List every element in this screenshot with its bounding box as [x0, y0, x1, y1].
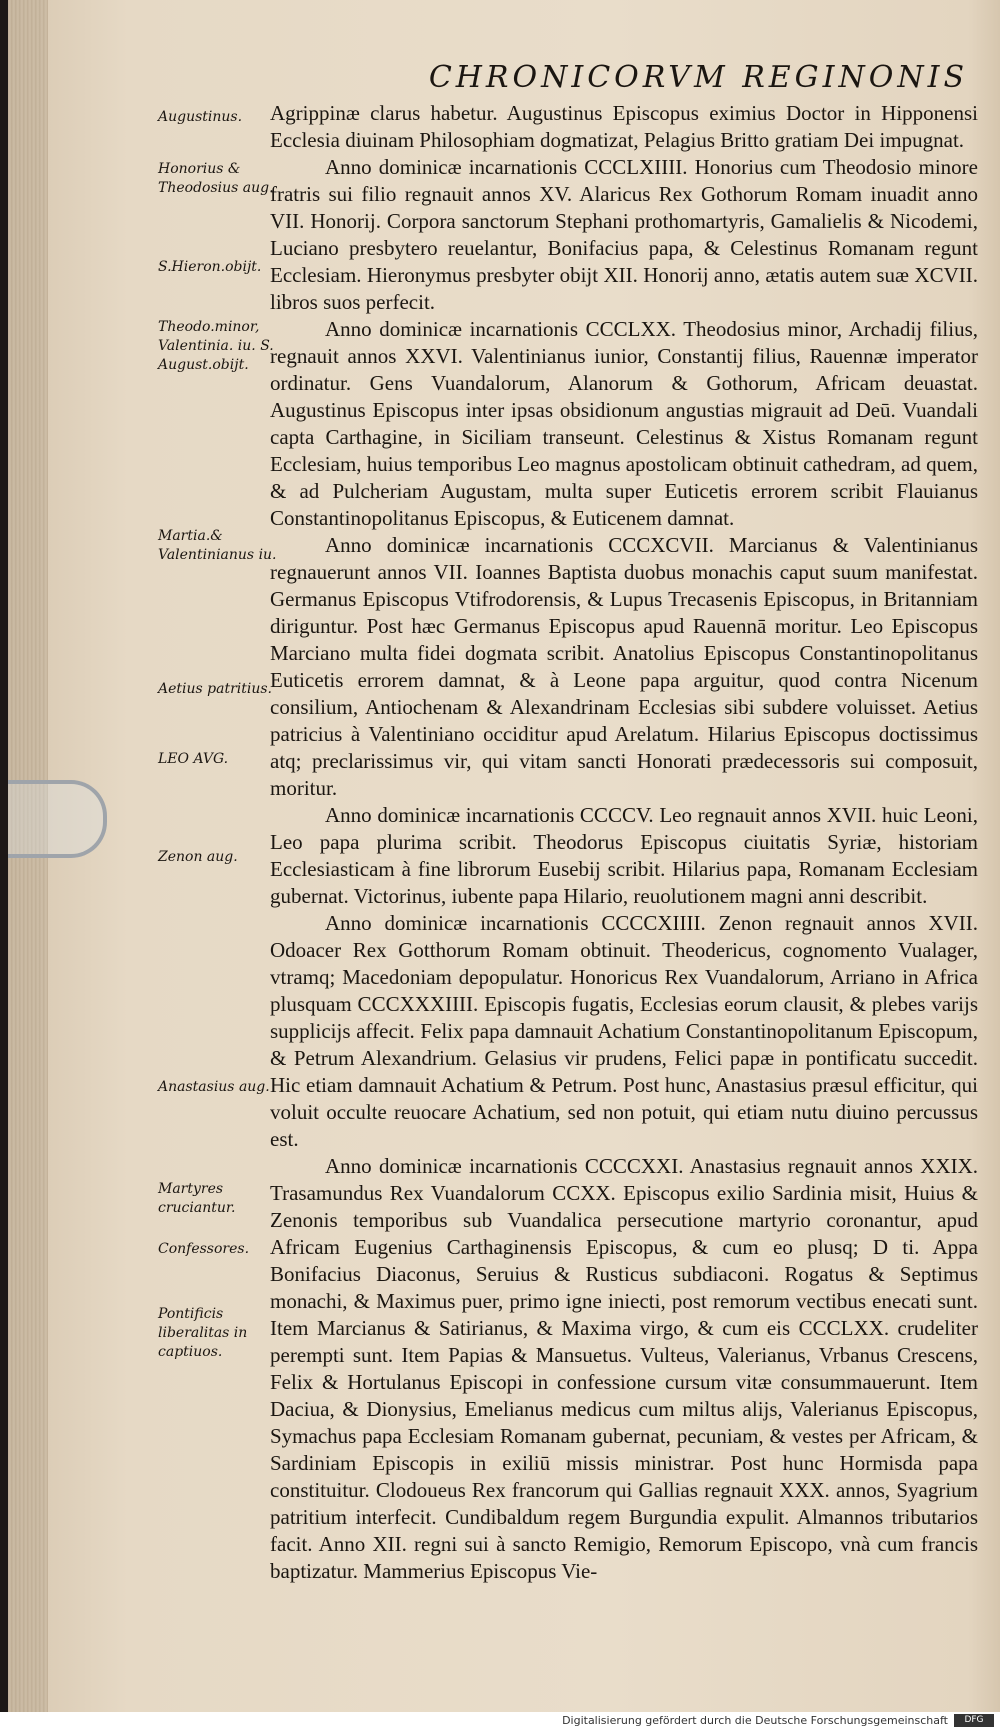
chronicle-text: [270, 100, 978, 1690]
paragraph: Anno dominicæ incarnationis CCCCXXI. Anastasius regnauit annos XXIX. Trasamundus Rex Vuandalorum CCXX. Episcopus exilio Sardinia misit, Huius & Zenonis temporibus sub Vuandalica persecutione martyrio coronantur, apud Africam Eugenius Carthaginensis Episcopus, & cum eo plusq; D ti. Appa Bonifacius Diaconus, Seruius & Rusticus subdiaconi. Rogatus & Septimus monachi, & Maximus puer, primo igne iniecti, post remorum vectibus enecati sunt. Item Marcianus & Satirianus, & Maxima virgo, & cum eis CCCLXX. crudeliter perempti sunt. Item Papias & Mansuetus. Vulteus, Valerianus, Vrbanus Crescens, Felix & Hortulanus Episcopi in confessione cursum vitæ consummauerunt. Item Daciua, & Dionysius, Emelianus medicus cum miltus alijs, Valerianus Episcopus, Symachus papa Ecclesiam Romanam gubernat, pecuniam, & vestes per Africam, & Sardiniam Episcopis in exiliū missis ministrar. Post hunc Hormisda papa constituitur. Clodoueus Rex francorum qui Gallias regnauit XXX. annos, Syagrium patritium interfecit. Cundibaldum regem Burgundia expulit. Almannos tributarios facit. Anno XII. regni sui à sancto Remigio, Remorum Episcopo, vnà cum francis baptizatur. Mammerius Episcopus Vie-: [270, 1154, 978, 1583]
margin-note: Martyres cruciantur.: [158, 1181, 236, 1216]
footer-bar: [0, 1712, 1000, 1730]
margin-note: LEO AVG.: [158, 751, 229, 767]
margin-note: S.Hieron.obijt.: [158, 259, 262, 275]
margin-note: Theodo.minor, Valentinia. iu. S. August.obijt.: [158, 319, 274, 373]
margin-note: Anastasius aug.: [158, 1079, 270, 1095]
footer-credit: Digitalisierung gefördert durch die Deutsche Forschungsgemeinschaft: [562, 1714, 948, 1727]
margin-note: Pontificis liberalitas in captiuos.: [158, 1306, 248, 1360]
margin-note: Aetius patritius.: [158, 681, 273, 697]
margin-note: Confessores.: [158, 1241, 250, 1257]
margin-note: Augustinus.: [158, 109, 243, 125]
running-head: CHRONICORVM REGINONIS: [428, 60, 968, 95]
margin-note: Honorius & Theodosius aug.: [158, 161, 274, 196]
paragraph: Anno dominicæ incarnationis CCCLXX. Theodosius minor, Archadij filius, regnauit annos XXVI. Valentinianus iunior, Constantij filius, Rauennæ imperator ordinatur. Gens Vuandalorum, Alanorum & Gothorum, Africam deuastat. Augustinus Episcopus inter ipsas obsidionum angustias migrauit ad Deū. Vuandali capta Carthagine, in Siciliam transeunt. Celestinus & Xistus Romanam regunt Ecclesiam, huius temporibus Leo magnus apostolicam obtinuit cathedram, ad quem, & ad Pulcheriam Augustam, multa super Euticetis errorem scribit Flauianus Constantinopolitanus Episcopus, & Euticenem damnat.: [270, 317, 978, 530]
paragraph: Anno dominicæ incarnationis CCCLXIIII. Honorius cum Theodosio minore fratris sui filio regnauit annos XV. Alaricus Rex Gothorum Romam inuadit anno VII. Honorij. Corpora sanctorum Stephani prothomartyris, Gamalielis & Nicodemi, Luciano presbytero reuelantur, Bonifacius papa, & Celestinus Romanam regunt Ecclesiam. Hieronymus presbyter obijt XII. Honorij anno, ætatis autem suæ XCVII. libros suos perfecit.: [270, 155, 978, 314]
margin-note: Martia.& Valentinianus iu.: [158, 528, 277, 563]
dfg-logo: DFG: [954, 1714, 994, 1727]
paragraph: Anno dominicæ incarnationis CCCXCVII. Marcianus & Valentinianus regnauerunt annos VII. Ioannes Baptista duobus monachis caput suum manifestat. Germanus Episcopus Vtifrodorensis, & Lupus Trecasenis Episcopus, in Britanniam diriguntur. Post hæc Germanus Episcopus apud Rauennā moritur. Leo Episcopus Marciano multa fidei dogmata scribit. Anatolius Episcopus Constantinopolitanus Euticetis errorem damnat, & à Leone papa arguitur, quod contra Nicenum consilium, Antiochenam & Alexandrinam Ecclesias sibi subdere voluisset. Aetius patricius à Valentiniano occiditur apud Arelatum. Hilarius Episcopus doctissimus atq; preclarissimus vir, qui vitam sancti Honorati prædecessoris sui composuit, moritur.: [270, 533, 978, 800]
book-page: [8, 0, 1000, 1712]
paper-clip: [8, 780, 107, 858]
paragraph: Anno dominicæ incarnationis CCCCV. Leo regnauit annos XVII. huic Leoni, Leo papa plurima scribit. Theodorus Episcopus ciuitatis Syriæ, historiam Ecclesiasticam à fine librorum Eusebij scribit. Hilarius papa, Romanam Ecclesiam gubernat. Victorinus, iubente papa Hilario, reuolutionem magni anni describit.: [270, 803, 978, 908]
paragraph: Agrippinæ clarus habetur. Augustinus Episcopus eximius Doctor in Hipponensi Ecclesia diuinam Philosophiam dogmatizat, Pelagius Britto gratiam Dei impugnat.: [270, 101, 978, 152]
paragraph: Anno dominicæ incarnationis CCCCXIIII. Zenon regnauit annos XVII. Odoacer Rex Gotthorum Romam obtinuit. Theodericus, cognomento Vualager, vtramq; Macedoniam depopulatur. Honoricus Rex Vuandalorum, Arriano in Africa plusquam CCCXXXIIII. Episcopis fugatis, Ecclesias eorum clausit, & plebes varijs supplicijs affecit. Felix papa damnauit Achatium Constantinopolitanum Episcopum, & Petrum Alexandrium. Gelasius vir prudens, Felici papæ in pontificatu succedit. Hic etiam damnauit Achatium & Petrum. Post hunc, Anastasius præsul efficitur, qui voluit occulte reuocare Achatium, sed non potuit, qui etiam nutu diuino percussus est.: [270, 911, 978, 1151]
margin-note: Zenon aug.: [158, 849, 238, 865]
